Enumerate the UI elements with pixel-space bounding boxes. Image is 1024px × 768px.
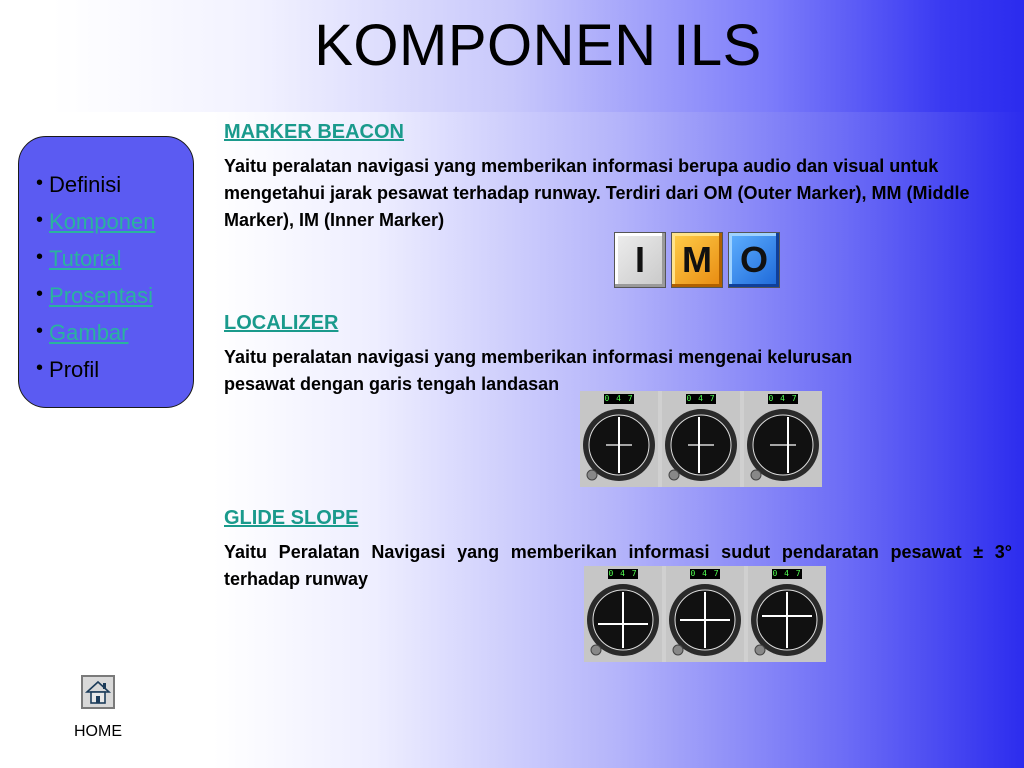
compass-dial-icon (748, 566, 826, 662)
bullet-icon: • (36, 246, 44, 268)
nav-item-definisi[interactable]: • Definisi (36, 172, 122, 197)
frequency-readout: 0 4 7 (608, 569, 638, 578)
compass-dial-icon (580, 391, 658, 487)
compass-dial-icon (666, 566, 744, 662)
bullet-icon: • (36, 357, 44, 379)
nav-item-gambar[interactable]: • Gambar (36, 320, 129, 345)
middle-marker-light: M (671, 232, 723, 288)
home-label: HOME (74, 723, 122, 740)
heading-glide-slope[interactable]: GLIDE SLOPE (224, 507, 359, 529)
heading-localizer[interactable]: LOCALIZER (224, 312, 339, 334)
nav-item-tutorial[interactable]: • Tutorial (36, 246, 122, 271)
glide-slope-gauge (584, 566, 662, 662)
inner-marker-light: I (614, 232, 666, 288)
heading-marker-beacon[interactable]: MARKER BEACON (224, 121, 404, 143)
marker-description: Yaitu peralatan navigasi yang memberikan informasi berupa audio dan visual untuk mengetahui jarak pesawat terhadap runway. Terdiri dari OM (Outer Marker), MM (Middle Marker), IM (Inner Marker) (224, 156, 970, 230)
frequency-readout: 0 4 7 (686, 394, 716, 403)
localizer-gauge (580, 391, 658, 487)
localizer-gauge (662, 391, 740, 487)
compass-dial-icon (584, 566, 662, 662)
localizer-description: Yaitu peralatan navigasi yang memberikan informasi mengenai kelurusan pesawat dengan garis tengah landasan (224, 347, 853, 394)
home-button[interactable] (81, 675, 115, 709)
bullet-icon: • (36, 320, 44, 342)
bullet-icon: • (36, 172, 44, 194)
localizer-gauges (580, 391, 822, 487)
frequency-readout: 0 4 7 (772, 569, 802, 578)
frequency-readout: 0 4 7 (768, 394, 798, 403)
glide-slope-description: Yaitu Peralatan Navigasi yang memberikan informasi sudut pendaratan pesawat ± 3° terhadap runway (224, 542, 1012, 589)
nav-panel (18, 136, 194, 408)
glide-slope-gauges (584, 566, 826, 662)
compass-dial-icon (744, 391, 822, 487)
bullet-icon: • (36, 209, 44, 231)
outer-marker-light: O (728, 232, 780, 288)
glide-slope-gauge (666, 566, 744, 662)
page-title: KOMPONEN ILS (314, 13, 762, 78)
compass-dial-icon (662, 391, 740, 487)
marker-lights (614, 232, 788, 292)
nav-item-komponen[interactable]: • Komponen (36, 209, 156, 234)
home-icon (83, 677, 113, 707)
glide-slope-gauge (748, 566, 826, 662)
frequency-readout: 0 4 7 (604, 394, 634, 403)
frequency-readout: 0 4 7 (690, 569, 720, 578)
nav-item-profil[interactable]: • Profil (36, 357, 100, 382)
bullet-icon: • (36, 283, 44, 305)
localizer-gauge (744, 391, 822, 487)
nav-item-prosentasi[interactable]: • Prosentasi (36, 283, 153, 308)
